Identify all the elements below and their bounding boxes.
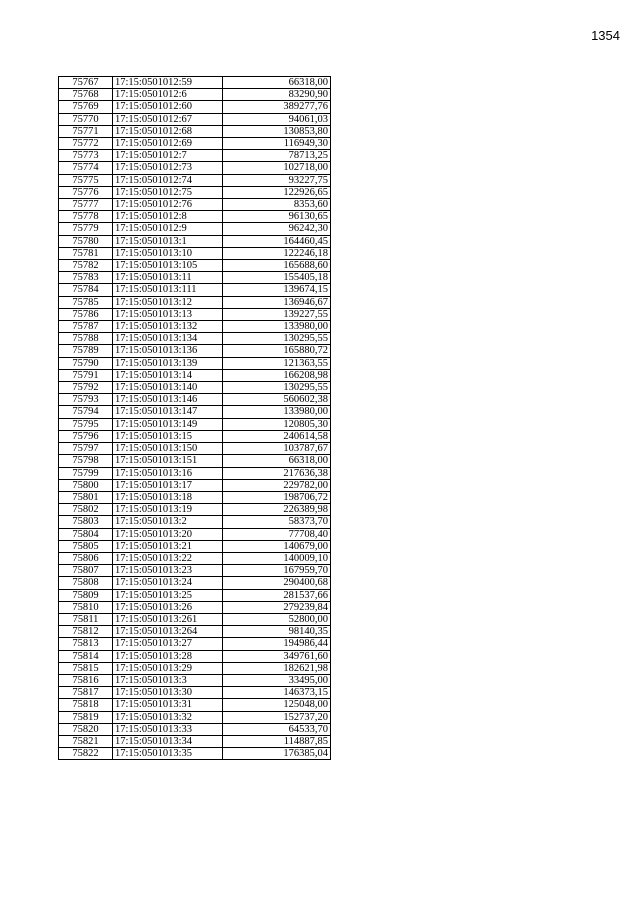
cadastral-number-cell: 17:15:0501013:32 — [113, 711, 223, 723]
cadastral-value-cell: 165880,72 — [223, 345, 331, 357]
row-number-cell: 75818 — [59, 699, 113, 711]
table-row — [59, 247, 331, 259]
cadastral-value-cell: 198706,72 — [223, 491, 331, 503]
cadastral-value-cell: 290400,68 — [223, 577, 331, 589]
table-row — [59, 321, 331, 333]
cadastral-number-cell: 17:15:0501012:74 — [113, 174, 223, 186]
cadastral-value-cell: 226389,98 — [223, 504, 331, 516]
row-number-cell: 75771 — [59, 125, 113, 137]
row-number-cell: 75799 — [59, 467, 113, 479]
cadastral-value-cell: 176385,04 — [223, 748, 331, 760]
row-number-cell: 75812 — [59, 626, 113, 638]
row-number-cell: 75808 — [59, 577, 113, 589]
cadastral-number-cell: 17:15:0501013:28 — [113, 650, 223, 662]
row-number-cell: 75791 — [59, 369, 113, 381]
row-number-cell: 75805 — [59, 540, 113, 552]
table-row — [59, 723, 331, 735]
cadastral-value-cell: 139227,55 — [223, 308, 331, 320]
row-number-cell: 75802 — [59, 504, 113, 516]
cadastral-value-table — [58, 76, 331, 760]
cadastral-value-cell: 166208,98 — [223, 369, 331, 381]
table-row — [59, 601, 331, 613]
cadastral-number-cell: 17:15:0501013:17 — [113, 479, 223, 491]
row-number-cell: 75772 — [59, 138, 113, 150]
row-number-cell: 75813 — [59, 638, 113, 650]
table-row — [59, 638, 331, 650]
table-row — [59, 516, 331, 528]
cadastral-value-cell: 122246,18 — [223, 247, 331, 259]
row-number-cell: 75803 — [59, 516, 113, 528]
cadastral-number-cell: 17:15:0501012:6 — [113, 89, 223, 101]
cadastral-number-cell: 17:15:0501012:60 — [113, 101, 223, 113]
page-number: 1354 — [591, 28, 620, 43]
cadastral-value-cell: 94061,03 — [223, 113, 331, 125]
cadastral-value-cell: 64533,70 — [223, 723, 331, 735]
cadastral-value-cell: 116949,30 — [223, 138, 331, 150]
cadastral-number-cell: 17:15:0501013:3 — [113, 674, 223, 686]
row-number-cell: 75792 — [59, 382, 113, 394]
row-number-cell: 75795 — [59, 418, 113, 430]
row-number-cell: 75815 — [59, 662, 113, 674]
table-body — [59, 77, 331, 760]
table-row — [59, 223, 331, 235]
row-number-cell: 75781 — [59, 247, 113, 259]
cadastral-value-cell: 279239,84 — [223, 601, 331, 613]
cadastral-value-cell: 130295,55 — [223, 333, 331, 345]
row-number-cell: 75790 — [59, 357, 113, 369]
row-number-cell: 75780 — [59, 235, 113, 247]
table-row — [59, 113, 331, 125]
table-row — [59, 577, 331, 589]
cadastral-number-cell: 17:15:0501013:23 — [113, 565, 223, 577]
table-row — [59, 504, 331, 516]
cadastral-value-cell: 194986,44 — [223, 638, 331, 650]
cadastral-number-cell: 17:15:0501012:69 — [113, 138, 223, 150]
table-row — [59, 430, 331, 442]
row-number-cell: 75768 — [59, 89, 113, 101]
table-row — [59, 735, 331, 747]
cadastral-value-cell: 120805,30 — [223, 418, 331, 430]
row-number-cell: 75809 — [59, 589, 113, 601]
row-number-cell: 75798 — [59, 455, 113, 467]
cadastral-value-cell: 136946,67 — [223, 296, 331, 308]
cadastral-value-cell: 130295,55 — [223, 382, 331, 394]
table-row — [59, 748, 331, 760]
cadastral-value-cell: 77708,40 — [223, 528, 331, 540]
row-number-cell: 75819 — [59, 711, 113, 723]
cadastral-number-cell: 17:15:0501013:264 — [113, 626, 223, 638]
cadastral-value-cell: 182621,98 — [223, 662, 331, 674]
cadastral-number-cell: 17:15:0501013:26 — [113, 601, 223, 613]
cadastral-value-cell: 102718,00 — [223, 162, 331, 174]
cadastral-value-cell: 114887,85 — [223, 735, 331, 747]
table-row — [59, 138, 331, 150]
table-row — [59, 260, 331, 272]
cadastral-number-cell: 17:15:0501013:1 — [113, 235, 223, 247]
cadastral-value-cell: 164460,45 — [223, 235, 331, 247]
cadastral-value-cell: 140009,10 — [223, 552, 331, 564]
cadastral-number-cell: 17:15:0501013:132 — [113, 321, 223, 333]
table-row — [59, 662, 331, 674]
cadastral-number-cell: 17:15:0501013:147 — [113, 406, 223, 418]
cadastral-value-cell: 165688,60 — [223, 260, 331, 272]
table-row — [59, 394, 331, 406]
row-number-cell: 75801 — [59, 491, 113, 503]
row-number-cell: 75778 — [59, 211, 113, 223]
row-number-cell: 75797 — [59, 443, 113, 455]
cadastral-number-cell: 17:15:0501013:18 — [113, 491, 223, 503]
cadastral-number-cell: 17:15:0501012:59 — [113, 77, 223, 89]
row-number-cell: 75774 — [59, 162, 113, 174]
table-row — [59, 272, 331, 284]
table-row — [59, 162, 331, 174]
table-row — [59, 711, 331, 723]
cadastral-value-cell: 8353,60 — [223, 199, 331, 211]
cadastral-number-cell: 17:15:0501013:24 — [113, 577, 223, 589]
cadastral-number-cell: 17:15:0501013:111 — [113, 284, 223, 296]
row-number-cell: 75804 — [59, 528, 113, 540]
cadastral-number-cell: 17:15:0501012:76 — [113, 199, 223, 211]
cadastral-value-cell: 122926,65 — [223, 186, 331, 198]
cadastral-number-cell: 17:15:0501013:29 — [113, 662, 223, 674]
table-row — [59, 125, 331, 137]
cadastral-value-cell: 83290,90 — [223, 89, 331, 101]
row-number-cell: 75786 — [59, 308, 113, 320]
cadastral-value-cell: 121363,55 — [223, 357, 331, 369]
table-row — [59, 101, 331, 113]
cadastral-number-cell: 17:15:0501013:12 — [113, 296, 223, 308]
table-row — [59, 77, 331, 89]
table-row — [59, 626, 331, 638]
table-row — [59, 443, 331, 455]
cadastral-number-cell: 17:15:0501013:30 — [113, 687, 223, 699]
cadastral-value-cell: 167959,70 — [223, 565, 331, 577]
cadastral-number-cell: 17:15:0501012:68 — [113, 125, 223, 137]
row-number-cell: 75787 — [59, 321, 113, 333]
row-number-cell: 75817 — [59, 687, 113, 699]
cadastral-number-cell: 17:15:0501013:149 — [113, 418, 223, 430]
cadastral-number-cell: 17:15:0501013:19 — [113, 504, 223, 516]
row-number-cell: 75783 — [59, 272, 113, 284]
table-row — [59, 491, 331, 503]
cadastral-number-cell: 17:15:0501013:105 — [113, 260, 223, 272]
cadastral-number-cell: 17:15:0501013:136 — [113, 345, 223, 357]
row-number-cell: 75785 — [59, 296, 113, 308]
cadastral-number-cell: 17:15:0501013:261 — [113, 613, 223, 625]
cadastral-value-cell: 66318,00 — [223, 77, 331, 89]
table-row — [59, 650, 331, 662]
table-row — [59, 674, 331, 686]
row-number-cell: 75789 — [59, 345, 113, 357]
cadastral-number-cell: 17:15:0501012:67 — [113, 113, 223, 125]
cadastral-value-cell: 240614,58 — [223, 430, 331, 442]
row-number-cell: 75777 — [59, 199, 113, 211]
cadastral-number-cell: 17:15:0501012:75 — [113, 186, 223, 198]
cadastral-number-cell: 17:15:0501013:2 — [113, 516, 223, 528]
cadastral-number-cell: 17:15:0501013:14 — [113, 369, 223, 381]
cadastral-value-cell: 349761,60 — [223, 650, 331, 662]
table-row — [59, 199, 331, 211]
row-number-cell: 75773 — [59, 150, 113, 162]
cadastral-number-cell: 17:15:0501013:25 — [113, 589, 223, 601]
cadastral-number-cell: 17:15:0501013:16 — [113, 467, 223, 479]
cadastral-number-cell: 17:15:0501012:8 — [113, 211, 223, 223]
row-number-cell: 75816 — [59, 674, 113, 686]
row-number-cell: 75807 — [59, 565, 113, 577]
cadastral-number-cell: 17:15:0501013:15 — [113, 430, 223, 442]
row-number-cell: 75800 — [59, 479, 113, 491]
table-row — [59, 235, 331, 247]
cadastral-value-cell: 560602,38 — [223, 394, 331, 406]
cadastral-value-cell: 78713,25 — [223, 150, 331, 162]
cadastral-value-cell: 152737,20 — [223, 711, 331, 723]
row-number-cell: 75822 — [59, 748, 113, 760]
cadastral-number-cell: 17:15:0501013:13 — [113, 308, 223, 320]
cadastral-value-cell: 96130,65 — [223, 211, 331, 223]
table-row — [59, 150, 331, 162]
cadastral-number-cell: 17:15:0501012:73 — [113, 162, 223, 174]
cadastral-number-cell: 17:15:0501013:35 — [113, 748, 223, 760]
cadastral-value-cell: 217636,38 — [223, 467, 331, 479]
cadastral-number-cell: 17:15:0501012:7 — [113, 150, 223, 162]
cadastral-number-cell: 17:15:0501013:146 — [113, 394, 223, 406]
cadastral-number-cell: 17:15:0501013:11 — [113, 272, 223, 284]
table-row — [59, 540, 331, 552]
cadastral-value-cell: 281537,66 — [223, 589, 331, 601]
cadastral-value-cell: 139674,15 — [223, 284, 331, 296]
cadastral-number-cell: 17:15:0501013:20 — [113, 528, 223, 540]
cadastral-value-cell: 66318,00 — [223, 455, 331, 467]
table-row — [59, 479, 331, 491]
row-number-cell: 75796 — [59, 430, 113, 442]
cadastral-value-cell: 140679,00 — [223, 540, 331, 552]
table-row — [59, 308, 331, 320]
row-number-cell: 75811 — [59, 613, 113, 625]
row-number-cell: 75788 — [59, 333, 113, 345]
cadastral-value-cell: 389277,76 — [223, 101, 331, 113]
table-row — [59, 455, 331, 467]
table-row — [59, 613, 331, 625]
cadastral-number-cell: 17:15:0501013:34 — [113, 735, 223, 747]
table-row — [59, 382, 331, 394]
cadastral-value-cell: 125048,00 — [223, 699, 331, 711]
cadastral-number-cell: 17:15:0501013:134 — [113, 333, 223, 345]
cadastral-value-cell: 96242,30 — [223, 223, 331, 235]
cadastral-number-cell: 17:15:0501012:9 — [113, 223, 223, 235]
cadastral-value-cell: 33495,00 — [223, 674, 331, 686]
table-row — [59, 174, 331, 186]
table-row — [59, 418, 331, 430]
row-number-cell: 75776 — [59, 186, 113, 198]
row-number-cell: 75820 — [59, 723, 113, 735]
cadastral-value-cell: 229782,00 — [223, 479, 331, 491]
table-row — [59, 369, 331, 381]
cadastral-value-cell: 133980,00 — [223, 321, 331, 333]
cadastral-number-cell: 17:15:0501013:31 — [113, 699, 223, 711]
row-number-cell: 75769 — [59, 101, 113, 113]
cadastral-number-cell: 17:15:0501013:150 — [113, 443, 223, 455]
row-number-cell: 75779 — [59, 223, 113, 235]
cadastral-number-cell: 17:15:0501013:27 — [113, 638, 223, 650]
table-row — [59, 552, 331, 564]
table-row — [59, 565, 331, 577]
table-row — [59, 589, 331, 601]
row-number-cell: 75814 — [59, 650, 113, 662]
cadastral-number-cell: 17:15:0501013:22 — [113, 552, 223, 564]
row-number-cell: 75806 — [59, 552, 113, 564]
table-row — [59, 296, 331, 308]
table-row — [59, 186, 331, 198]
row-number-cell: 75784 — [59, 284, 113, 296]
row-number-cell: 75770 — [59, 113, 113, 125]
cadastral-number-cell: 17:15:0501013:140 — [113, 382, 223, 394]
row-number-cell: 75794 — [59, 406, 113, 418]
cadastral-number-cell: 17:15:0501013:33 — [113, 723, 223, 735]
cadastral-number-cell: 17:15:0501013:10 — [113, 247, 223, 259]
table-row — [59, 687, 331, 699]
cadastral-number-cell: 17:15:0501013:21 — [113, 540, 223, 552]
row-number-cell: 75810 — [59, 601, 113, 613]
row-number-cell: 75775 — [59, 174, 113, 186]
cadastral-value-cell: 93227,75 — [223, 174, 331, 186]
cadastral-number-cell: 17:15:0501013:151 — [113, 455, 223, 467]
table-row — [59, 528, 331, 540]
row-number-cell: 75793 — [59, 394, 113, 406]
cadastral-number-cell: 17:15:0501013:139 — [113, 357, 223, 369]
table-row — [59, 406, 331, 418]
cadastral-value-cell: 52800,00 — [223, 613, 331, 625]
table-row — [59, 211, 331, 223]
row-number-cell: 75782 — [59, 260, 113, 272]
cadastral-value-cell: 58373,70 — [223, 516, 331, 528]
cadastral-value-cell: 130853,80 — [223, 125, 331, 137]
cadastral-value-cell: 133980,00 — [223, 406, 331, 418]
table-row — [59, 284, 331, 296]
table-row — [59, 333, 331, 345]
cadastral-value-cell: 98140,35 — [223, 626, 331, 638]
table-row — [59, 345, 331, 357]
cadastral-value-cell: 155405,18 — [223, 272, 331, 284]
cadastral-value-cell: 103787,67 — [223, 443, 331, 455]
table-row — [59, 357, 331, 369]
table-row — [59, 699, 331, 711]
row-number-cell: 75767 — [59, 77, 113, 89]
table-row — [59, 89, 331, 101]
table-row — [59, 467, 331, 479]
row-number-cell: 75821 — [59, 735, 113, 747]
cadastral-value-cell: 146373,15 — [223, 687, 331, 699]
